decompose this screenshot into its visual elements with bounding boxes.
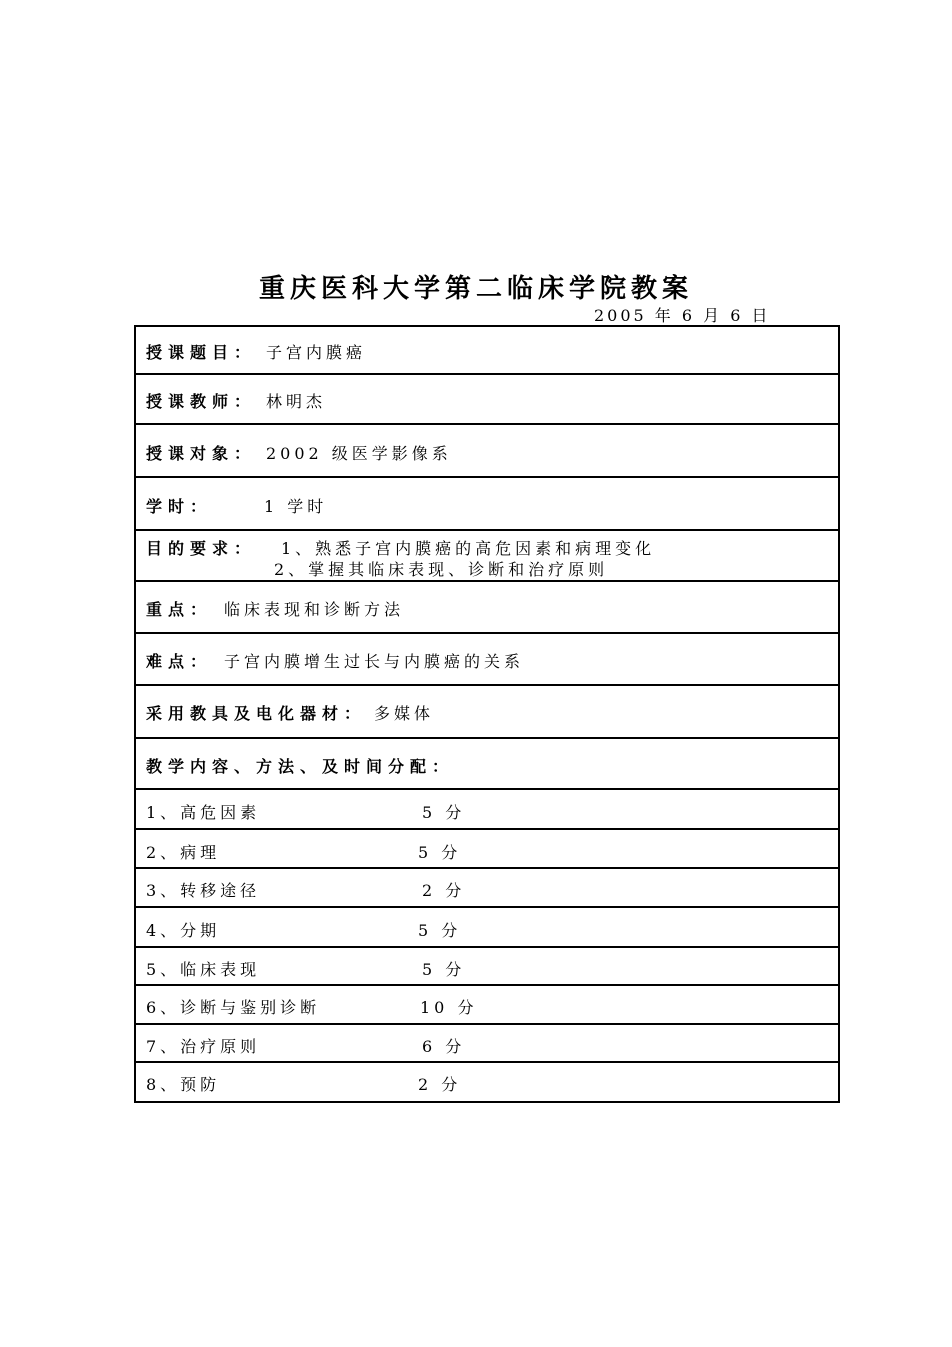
schedule-row xyxy=(136,986,838,1025)
row-teacher xyxy=(136,375,838,425)
teacher-label: 授课教师： xyxy=(146,392,257,411)
schedule-time: 2 分 xyxy=(418,1075,462,1094)
schedule-row xyxy=(136,790,838,830)
materials-label: 采用教具及电化器材： xyxy=(146,704,367,723)
schedule-item: 4、分期 xyxy=(146,921,221,940)
schedule-time: 10 分 xyxy=(420,998,478,1017)
hours-value: 1 学时 xyxy=(264,497,328,516)
key-points-value: 临床表现和诊断方法 xyxy=(224,600,405,619)
teacher-value: 林明杰 xyxy=(266,392,327,411)
row-difficulties xyxy=(136,634,838,686)
document-date: 2005 年 6 月 6 日 xyxy=(594,306,771,325)
objectives-line-2: 2、掌握其临床表现、诊断和治疗原则 xyxy=(274,560,609,579)
document-title: 重庆医科大学第二临床学院教案 xyxy=(258,274,693,304)
schedule-item: 3、转移途径 xyxy=(146,881,261,900)
schedule-row xyxy=(136,1063,838,1101)
schedule-row xyxy=(136,1025,838,1063)
content-header-label: 教学内容、方法、及时间分配： xyxy=(146,757,455,776)
schedule-time: 6 分 xyxy=(422,1037,466,1056)
schedule-time: 5 分 xyxy=(422,960,466,979)
lesson-plan-table xyxy=(134,325,840,1103)
schedule-item: 2、病理 xyxy=(146,843,221,862)
schedule-time: 5 分 xyxy=(418,921,462,940)
schedule-item: 7、治疗原则 xyxy=(146,1037,261,1056)
difficulties-value: 子宫内膜增生过长与内膜癌的关系 xyxy=(224,652,525,671)
topic-label: 授课题目： xyxy=(146,343,257,362)
key-points-label: 重点： xyxy=(146,600,213,619)
row-audience xyxy=(136,425,838,478)
schedule-item: 1、高危因素 xyxy=(146,803,261,822)
objectives-label: 目的要求： xyxy=(146,539,257,558)
topic-value: 子宫内膜癌 xyxy=(266,343,367,362)
objectives-line-1: 1、熟悉子宫内膜癌的高危因素和病理变化 xyxy=(281,539,656,558)
audience-value: 2002 级医学影像系 xyxy=(266,444,452,463)
row-key-points xyxy=(136,582,838,634)
row-topic xyxy=(136,327,838,375)
row-hours xyxy=(136,478,838,531)
materials-value: 多媒体 xyxy=(374,704,435,723)
schedule-time: 5 分 xyxy=(418,843,462,862)
schedule-time: 5 分 xyxy=(422,803,466,822)
row-content-header xyxy=(136,739,838,790)
schedule-item: 5、临床表现 xyxy=(146,960,261,979)
schedule-row xyxy=(136,869,838,908)
schedule-row xyxy=(136,948,838,986)
schedule-row xyxy=(136,908,838,948)
hours-label: 学时： xyxy=(146,497,213,516)
schedule-item: 8、预防 xyxy=(146,1075,221,1094)
audience-label: 授课对象： xyxy=(146,444,257,463)
row-objectives xyxy=(136,531,838,582)
schedule-row xyxy=(136,830,838,869)
row-materials xyxy=(136,686,838,739)
schedule-time: 2 分 xyxy=(422,881,466,900)
schedule-item: 6、诊断与鉴别诊断 xyxy=(146,998,321,1017)
difficulties-label: 难点： xyxy=(146,652,213,671)
